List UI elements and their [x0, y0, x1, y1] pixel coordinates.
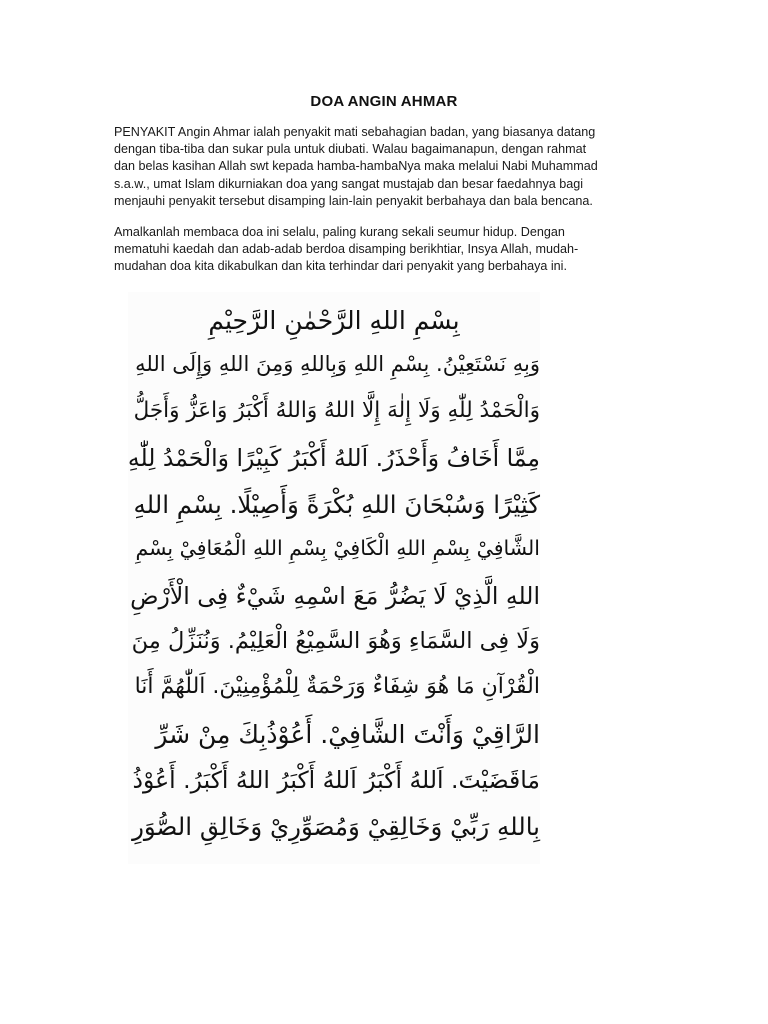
arabic-line: الرَّاقِيْ وَأَنْتَ الشَّافِيْ. أَعُوْذُبِكَ مِنْ شَرِّ: [155, 720, 540, 749]
arabic-line: وَلَا فِى السَّمَاءِ وَهُوَ السَّمِيْعُ الْعَلِيْمُ. وَنُنَزِّلُ مِنَ: [131, 628, 540, 654]
intro-line: s.a.w., umat Islam dikurniakan doa yang sangat mustajab dan besar faedahnya bagi: [114, 176, 584, 191]
intro-line: menjauhi penyakit tersebut disamping lain-lain penyakit berbahaya dan bala bencana.: [114, 193, 593, 208]
intro-line: PENYAKIT Angin Ahmar ialah penyakit mati sebahagian badan, yang biasanya datang: [114, 125, 596, 139]
arabic-line: وَالْحَمْدُ لِلّٰهِ وَلَا إِلٰهَ إِلَّا اللهُ وَاللهُ أَكْبَرُ وَاعَزُّ وَأَجَلُّ: [133, 398, 540, 423]
arabic-line: اللهِ الَّذِيْ لَا يَضُرُّ مَعَ اسْمِهِ شَيْءٌ فِى الْأَرْضِ: [130, 582, 540, 610]
arabic-line-basmala: بِسْمِ اللهِ الرَّحْمٰنِ الرَّحِيْمِ: [208, 306, 460, 335]
arabic-line: بِاللهِ رَبِّيْ وَخَالِقِيْ وَمُصَوِّرِيْ وَخَالِقِ الصُّوَرِ: [132, 812, 540, 841]
arabic-prayer-block: [128, 292, 540, 864]
practice-paragraph: [114, 224, 654, 276]
document-title: DOA ANGIN AHMAR: [310, 93, 458, 110]
arabic-line: الشَّافِيْ بِسْمِ اللهِ الْكَافِيْ بِسْمِ اللهِ الْمُعَافِيْ بِسْمِ: [135, 536, 540, 560]
intro-line: dan belas kasihan Allah swt kepada hamba-hambaNya maka melalui Nabi Muhammad: [114, 159, 598, 174]
practice-line: mudahan doa kita dikabulkan dan kita terhindar dari penyakit yang berbahaya ini.: [114, 259, 567, 274]
intro-line: dengan tiba-tiba dan sukar pula untuk diubati. Walau bagaimanapun, dengan rahmat: [114, 142, 587, 157]
practice-line: Amalkanlah membaca doa ini selalu, paling kurang sekali seumur hidup. Dengan: [114, 225, 565, 239]
arabic-line: مِمَّا أَخَافُ وَأَحْذَرُ. اَللهُ أَكْبَرُ كَبِيْرًا وَالْحَمْدُ لِلّٰهِ: [127, 444, 540, 472]
arabic-line: وَبِهِ نَسْتَعِيْنُ. بِسْمِ اللهِ وَبِاللهِ وَمِنَ اللهِ وَإِلَى اللهِ: [135, 352, 540, 376]
intro-paragraph: [114, 124, 654, 210]
arabic-line: مَاقَضَيْتَ. اَللهُ أَكْبَرُ اَللهُ أَكْبَرُ اللهُ أَكْبَرُ. أَعُوْذُ: [132, 766, 540, 794]
arabic-line: الْقُرْآنِ مَا هُوَ شِفَاءٌ وَرَحْمَةٌ لِلْمُؤْمِنِيْنَ. اَللّٰهُمَّ أَنَا: [134, 674, 540, 699]
arabic-line: كَثِيْرًا وَسُبْحَانَ اللهِ بُكْرَةً وَأَصِيْلًا. بِسْمِ اللهِ: [133, 490, 540, 519]
practice-line: mematuhi kaedah dan adab-adab berdoa disamping berikhtiar, Insya Allah, mudah-: [114, 242, 579, 257]
